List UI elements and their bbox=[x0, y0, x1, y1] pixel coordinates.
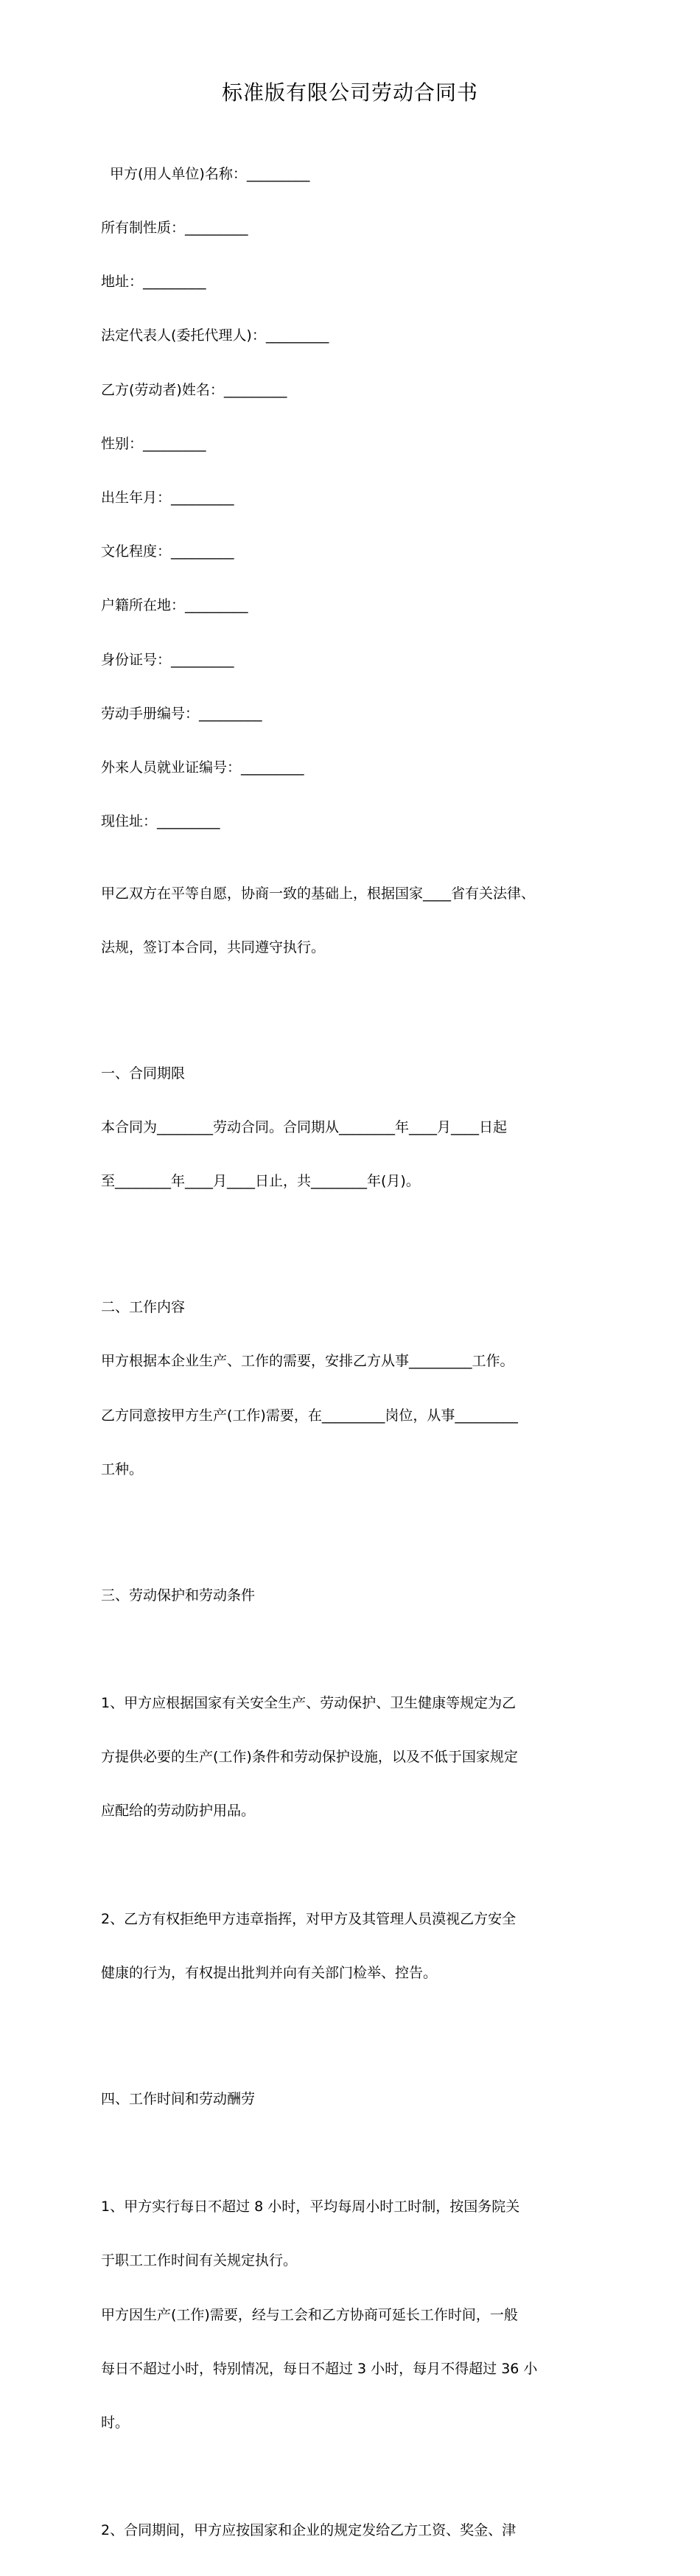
paragraph-line: 2、乙方有权拒绝甲方违章指挥，对甲方及其管理人员漠视乙方安全 bbox=[101, 1910, 517, 1927]
paragraph-gap bbox=[101, 1514, 609, 1532]
paragraph-line: 每日不超过小时，特别情况，每日不超过 3 小时，每月不得超过 36 小 bbox=[101, 2360, 538, 2377]
preamble-line: 法规，签订本合同，共同遵守执行。 bbox=[101, 939, 326, 956]
field-id-number: 身份证号：_________ bbox=[101, 651, 234, 668]
paragraph-gap bbox=[101, 2144, 609, 2162]
paragraph-line: 甲方因生产(工作)需要，经与工会和乙方协商可延长工作时间，一般 bbox=[101, 2306, 518, 2323]
field-gender: 性别：_________ bbox=[101, 435, 206, 452]
field-ownership: 所有制性质：_________ bbox=[101, 220, 248, 237]
paragraph-line: 2、合同期间，甲方应按国家和企业的规定发给乙方工资、奖金、津 bbox=[101, 2522, 517, 2539]
paragraph-gap bbox=[101, 1640, 609, 1658]
field-employment-permit-number: 外来人员就业证编号：_________ bbox=[101, 759, 304, 776]
field-current-address: 现住址：_________ bbox=[101, 813, 220, 830]
preamble-line: 甲乙双方在平等自愿，协商一致的基础上，根据国家____省有关法律、 bbox=[101, 885, 536, 902]
section-heading-working-hours: 四、工作时间和劳动酬劳 bbox=[101, 2090, 256, 2107]
paragraph-line: 于职工工作时间有关规定执行。 bbox=[101, 2252, 298, 2269]
paragraph-line: 乙方同意按甲方生产(工作)需要，在_________岗位，从事_________ bbox=[101, 1407, 518, 1424]
paragraph-gap bbox=[101, 1226, 609, 1244]
paragraph-line: 1、甲方实行每日不超过 8 小时，平均每周小时工时制，按国务院关 bbox=[101, 2199, 520, 2215]
paragraph-line: 至________年____月____日止，共________年(月)。 bbox=[101, 1173, 420, 1190]
paragraph-line: 工种。 bbox=[101, 1461, 144, 1477]
field-education: 文化程度：_________ bbox=[101, 543, 234, 560]
paragraph-line: 1、甲方应根据国家有关安全生产、劳动保护、卫生健康等规定为乙 bbox=[101, 1694, 517, 1711]
section-heading-labor-protection: 三、劳动保护和劳动条件 bbox=[101, 1587, 256, 1604]
paragraph-gap bbox=[101, 2468, 609, 2485]
paragraph-line: 本合同为________劳动合同。合同期从________年____月____日起 bbox=[101, 1119, 508, 1136]
paragraph-line: 时。 bbox=[101, 2414, 130, 2431]
field-employer-name: 甲方(用人单位)名称：_________ bbox=[110, 165, 310, 182]
field-labor-handbook-number: 劳动手册编号：_________ bbox=[101, 705, 262, 722]
field-household-registration: 户籍所在地：_________ bbox=[101, 597, 248, 614]
paragraph-line: 健康的行为，有权提出批判并向有关部门检举、控告。 bbox=[101, 1964, 438, 1981]
paragraph-line: 方提供必要的生产(工作)条件和劳动保护设施，以及不低于国家规定 bbox=[101, 1749, 518, 1766]
section-heading-contract-term: 一、合同期限 bbox=[101, 1065, 186, 1082]
field-address: 地址：_________ bbox=[101, 274, 206, 290]
field-employee-name: 乙方(劳动者)姓名：_________ bbox=[101, 381, 287, 398]
field-legal-representative: 法定代表人(委托代理人)：_________ bbox=[101, 327, 329, 344]
paragraph-line: 甲方根据本企业生产、工作的需要，安排乙方从事_________工作。 bbox=[101, 1353, 514, 1370]
paragraph-gap bbox=[101, 2018, 609, 2036]
section-heading-work-content: 二、工作内容 bbox=[101, 1299, 186, 1316]
paragraph-line: 应配给的劳动防护用品。 bbox=[101, 1803, 256, 1820]
field-birth-date: 出生年月：_________ bbox=[101, 490, 234, 507]
document-body bbox=[101, 129, 609, 2576]
document-title: 标准版有限公司劳动合同书 bbox=[221, 80, 478, 105]
paragraph-gap bbox=[101, 1856, 609, 1874]
paragraph-gap bbox=[101, 992, 609, 1010]
